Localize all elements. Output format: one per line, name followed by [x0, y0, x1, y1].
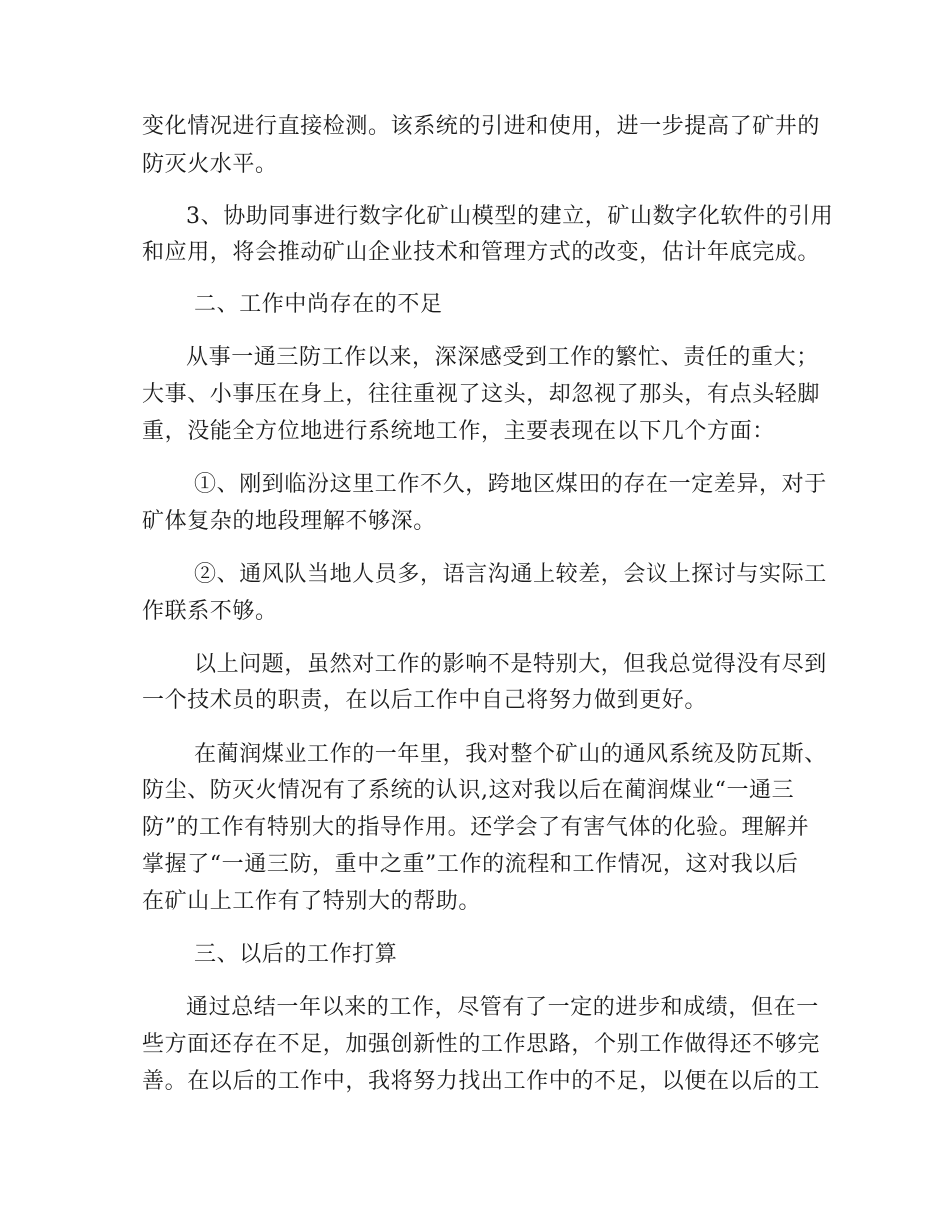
- text-line: ①、刚到临汾这里工作不久，跨地区煤田的存在一定差异，对于: [194, 472, 827, 497]
- text-line: 一个技术员的职责，在以后工作中自己将努力做到更好。: [142, 688, 708, 713]
- text-line: 变化情况进行直接检测。该系统的引进和使用，进一步提高了矿井的: [142, 114, 821, 139]
- text-line: 防”的工作有特别大的指导作用。还学会了有害气体的化验。理解并: [142, 815, 810, 840]
- text-line: 在蔺润煤业工作的一年里，我对整个矿山的通风系统及防瓦斯、: [194, 742, 827, 767]
- text-line: 在矿山上工作有了特别大的帮助。: [142, 889, 482, 914]
- text-line: 作联系不够。: [142, 599, 278, 624]
- text-line: 3、协助同事进行数字化矿山模型的建立，矿山数字化软件的引用: [186, 204, 834, 229]
- section-heading: 三、以后的工作打算: [194, 942, 398, 967]
- text-line: 以上问题，虽然对工作的影响不是特别大，但我总觉得没有尽到: [194, 652, 827, 677]
- text-line: 防尘、防灭火情况有了系统的认识,这对我以后在蔺润煤业“一通三: [142, 778, 795, 803]
- section-heading: 二、工作中尚存在的不足: [194, 292, 443, 317]
- text-line: 和应用，将会推动矿山企业技术和管理方式的改变，估计年底完成。: [142, 240, 821, 265]
- text-line: 掌握了“一通三防，重中之重”工作的流程和工作情况，这对我以后: [142, 852, 799, 877]
- text-line: 从事一通三防工作以来，深深感受到工作的繁忙、责任的重大；: [186, 345, 819, 370]
- text-line: 善。在以后的工作中，我将努力找出工作中的不足，以便在以后的工: [142, 1069, 821, 1094]
- text-line: 大事、小事压在身上，往往重视了这头，却忽视了那头，有点头轻脚: [142, 382, 821, 407]
- text-line: 些方面还存在不足，加强创新性的工作思路，个别工作做得还不够完: [142, 1032, 821, 1057]
- text-line: 通过总结一年以来的工作，尽管有了一定的进步和成绩，但在一: [186, 995, 819, 1020]
- text-line: 重，没能全方位地进行系统地工作，主要表现在以下几个方面：: [142, 419, 775, 444]
- text-line: 防灭火水平。: [142, 152, 278, 177]
- text-line: 矿体复杂的地段理解不够深。: [142, 509, 436, 534]
- text-line: ②、通风队当地人员多，语言沟通上较差，会议上探讨与实际工: [194, 562, 827, 587]
